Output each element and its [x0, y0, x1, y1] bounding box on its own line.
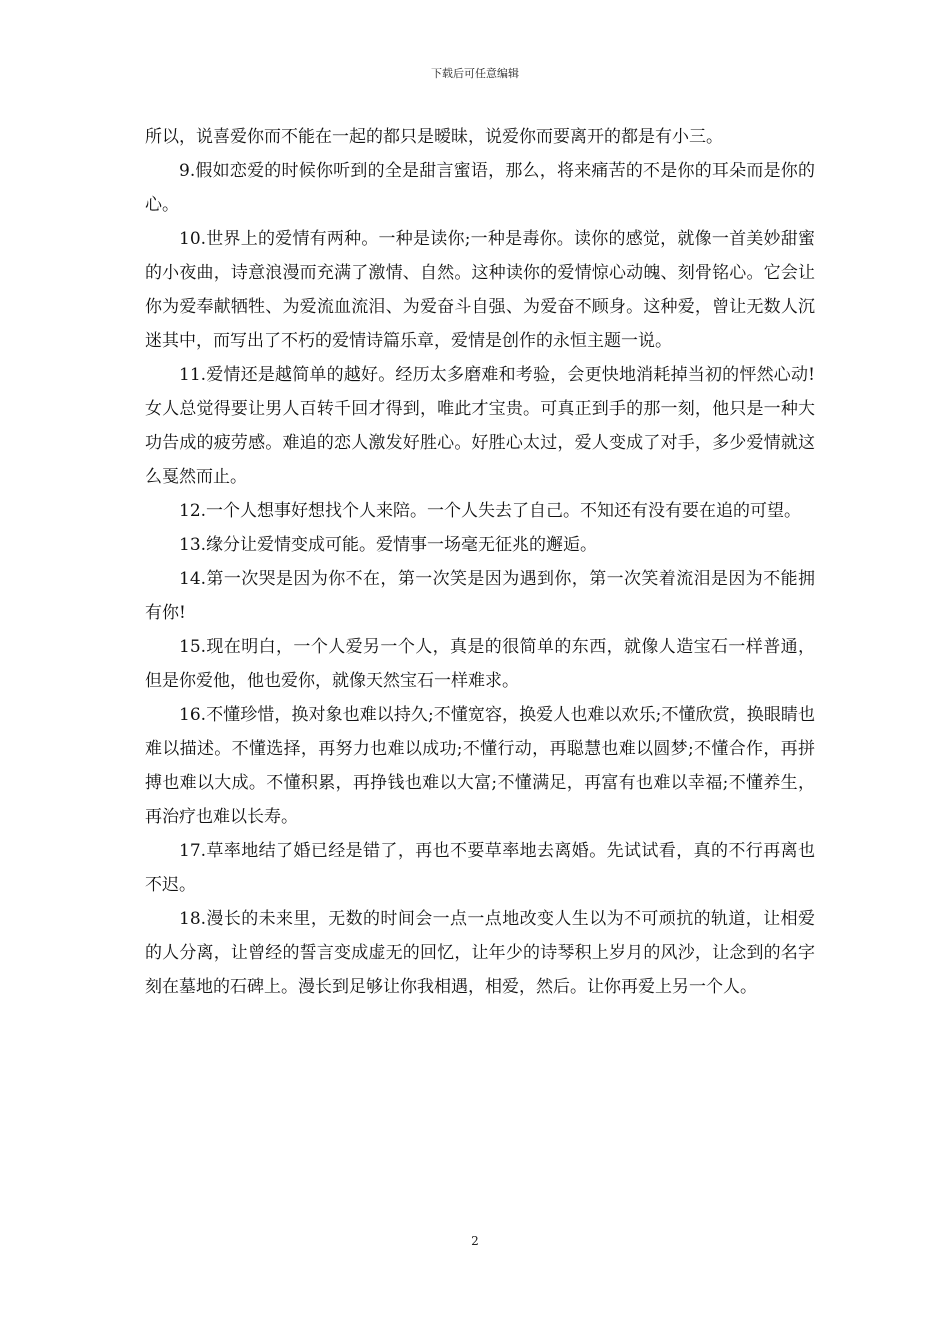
paragraph-12: 12.一个人想事好想找个人来陪。一个人失去了自己。不知还有没有要在追的可望。 — [179, 501, 802, 521]
paragraph-17: 17.草率地结了婚已经是错了，再也不要草率地去离婚。先试试看，真的不行再离也不迟。 — [145, 841, 815, 895]
paragraph-16: 16.不懂珍惜，换对象也难以持久;不懂宽容，换爱人也难以欢乐;不懂欣赏，换眼睛也难以描述。不懂选择，再努力也难以成功;不懂行动，再聪慧也难以圆梦;不懂合作，再拼搏也难以大成。不懂积累，再挣钱也难以大富;不懂满足，再富有也难以幸福;不懂养生，再治疗也难以长寿。 — [145, 705, 815, 827]
paragraph-10: 10.世界上的爱情有两种。一种是读你;一种是毒你。读你的感觉，就像一首美妙甜蜜的小夜曲，诗意浪漫而充满了激情、自然。这种读你的爱情惊心动魄、刻骨铭心。它会让你为爱奉献牺牲、为爱流血流泪、为爱奋斗自强、为爱奋不顾身。这种爱，曾让无数人沉迷其中，而写出了不朽的爱情诗篇乐章，爱情是创作的永恒主题一说。 — [145, 229, 815, 351]
paragraph-15: 15.现在明白，一个人爱另一个人，真是的很简单的东西，就像人造宝石一样普通，但是你爱他，他也爱你，就像天然宝石一样难求。 — [145, 637, 815, 691]
document-body — [145, 120, 815, 1004]
paragraph-continuation: 所以，说喜爱你而不能在一起的都只是暧昧，说爱你而要离开的都是有小三。 — [145, 127, 723, 147]
paragraph-14: 14.第一次哭是因为你不在，第一次笑是因为遇到你，第一次笑着流泪是因为不能拥有你! — [145, 569, 815, 623]
paragraph-18: 18.漫长的未来里，无数的时间会一点一点地改变人生以为不可顽抗的轨道，让相爱的人分离，让曾经的誓言变成虚无的回忆，让年少的诗琴积上岁月的风沙，让念到的名字刻在墓地的石碑上。漫长到足够让你我相遇，相爱，然后。让你再爱上另一个人。 — [145, 909, 815, 997]
page-number: 2 — [471, 1234, 479, 1248]
paragraph-11: 11.爱情还是越简单的越好。经历太多磨难和考验，会更快地消耗掉当初的怦然心动!女人总觉得要让男人百转千回才得到，唯此才宝贵。可真正到手的那一刻，他只是一种大功告成的疲劳感。难追的恋人激发好胜心。好胜心太过，爱人变成了对手，多少爱情就这么戛然而止。 — [145, 365, 815, 487]
paragraph-9: 9.假如恋爱的时候你听到的全是甜言蜜语，那么，将来痛苦的不是你的耳朵而是你的心。 — [145, 161, 815, 215]
paragraph-13: 13.缘分让爱情变成可能。爱情事一场毫无征兆的邂逅。 — [179, 535, 598, 555]
page-header: 下载后可任意编辑 — [431, 67, 519, 80]
